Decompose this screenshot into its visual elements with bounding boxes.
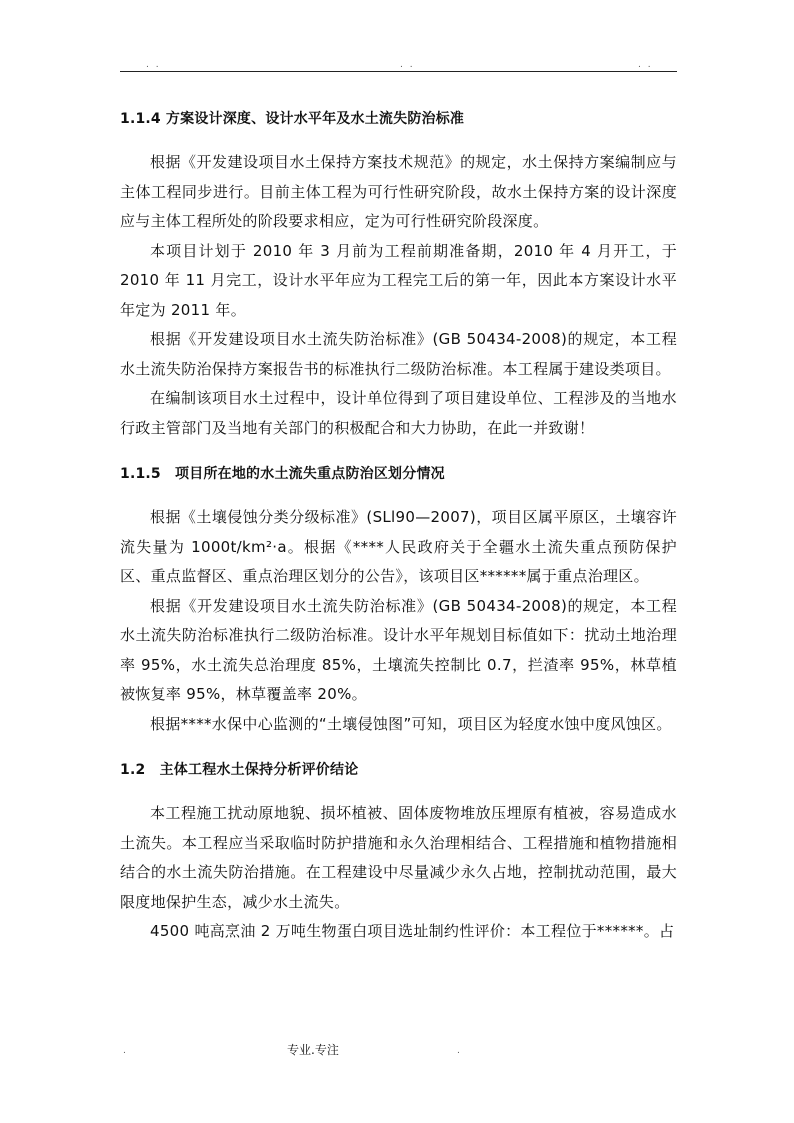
paragraph: 在编制该项目水土过程中，设计单位得到了项目建设单位、工程涉及的当地水行政主管部门及当地有关部门的积极配合和大力协助，在此一并致谢！ — [120, 389, 677, 437]
paragraph: 根据《土壤侵蚀分类分级标准》(SLl90—2007)，项目区属平原区，土壤容许流失量为 1000t/km²·a。根据《****人民政府关于全疆水土流失重点预防保护区、重点监督区、重点治理区划分的公告》，该项目区******属于重点治理区。 — [120, 508, 677, 585]
footer-dot-left: . — [123, 1046, 126, 1056]
paragraph: 根据《开发建设项目水土保持方案技术规范》的规定，水土保持方案编制应与主体工程同步进行。目前主体工程为可行性研究阶段，故水土保持方案的设计深度应与主体工程所处的阶段要求相应，定为可行性研究阶段深度。 — [120, 153, 677, 230]
paragraph: 本工程施工扰动原地貌、损坏植被、固体废物堆放压埋原有植被，容易造成水土流失。本工程应当采取临时防护措施和永久治理相结合、工程措施和植物措施相结合的水土流失防治措施。在工程建设中尽量减少永久占地，控制扰动范围，最大限度地保护生态，减少水土流失。 — [120, 804, 677, 911]
section-heading-1-1-4: 1.1.4 方案设计深度、设计水平年及水土流失防治标准 — [120, 111, 465, 127]
section-heading-1-1-5: 1.1.5 项目所在地的水土流失重点防治区划分情况 — [120, 466, 445, 482]
header-dots-middle: . . — [400, 60, 415, 70]
footer-dot-right: . — [457, 1046, 460, 1056]
section-heading-1-2: 1.2 主体工程水土保持分析评价结论 — [120, 762, 359, 778]
page-footer: 专业.专注 — [287, 1043, 339, 1057]
paragraph: 根据《开发建设项目水土流失防治标准》(GB 50434-2008)的规定，本工程水土流失防治保持方案报告书的标准执行二级防治标准。本工程属于建设类项目。 — [120, 330, 677, 378]
paragraph: 4500 吨高烹油 2 万吨生物蛋白项目选址制约性评价：本工程位于******。占 — [150, 922, 675, 940]
paragraph: 本项目计划于 2010 年 3 月前为工程前期准备期，2010 年 4 月开工，于 2010 年 11 月完工，设计水平年应为工程完工后的第一年，因此本方案设计水平年定为 2011 年。 — [120, 241, 677, 319]
paragraph: 根据****水保中心监测的“土壤侵蚀图”可知，项目区为轻度水蚀中度风蚀区。 — [150, 714, 672, 733]
header-rule — [120, 71, 677, 72]
document-body — [120, 100, 677, 947]
paragraph: 根据《开发建设项目水土流失防治标准》(GB 50434-2008)的规定，本工程水土流失防治标准执行二级防治标准。设计水平年规划目标值如下：扰动土地治理率 95%，水土流失总治理度 85%，土壤流失控制比 0.7，拦渣率 95%，林草植被恢复率 95%，林草覆盖率 20%。 — [120, 596, 677, 703]
header-dots-right: . . — [638, 60, 653, 70]
header-dots-left: . . — [146, 60, 161, 70]
